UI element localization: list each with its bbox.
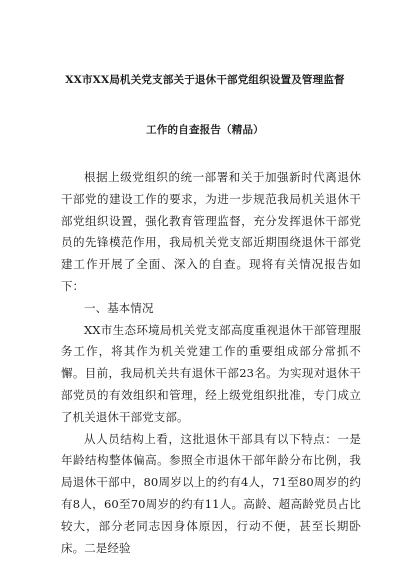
document-title-line-2: 工作的自查报告（精品） [146, 124, 264, 136]
basic-situation-paragraph: XX市生态环境局机关党支部高度重视退休干部管理服务工作，将其作为机关党建工作的重要组成部分常抓不懈。目前，我局机关共有退休干部23名。为实现对退休干部党员的有效组织和管理，经上级党组织批准，专门成立了机关退休干部党支部。 [61, 322, 361, 424]
section-heading-basic-situation: 一、基本情况 [84, 300, 154, 315]
intro-paragraph: 根据上级党组织的统一部署和关于加强新时代离退休干部党的建设工作的要求，为进一步规范我局机关退休干部党组织设置，强化教育管理监督，充分发挥退休干部党员的先锋模范作用，我局机关党支部近期围绕退休干部党建工作开展了全面、深入的自查。现将有关情况报告如下： [61, 170, 361, 293]
document-body [61, 167, 361, 559]
document-title-line-1: XX市XX局机关党支部关于退休干部党组织设置及管理监督 [65, 74, 345, 86]
personnel-structure-paragraph: 从人员结构上看，这批退休干部具有以下特点：一是年龄结构整体偏高。参照全市退休干部年龄分布比例，我局退休干部中，80周岁以上的约有4人，71至80周岁的约有8人，60至70周岁的约有11人。高龄、超高龄党员占比较大，部分老同志因身体原因，行动不便，甚至长期卧床。二是经验 [61, 431, 361, 555]
